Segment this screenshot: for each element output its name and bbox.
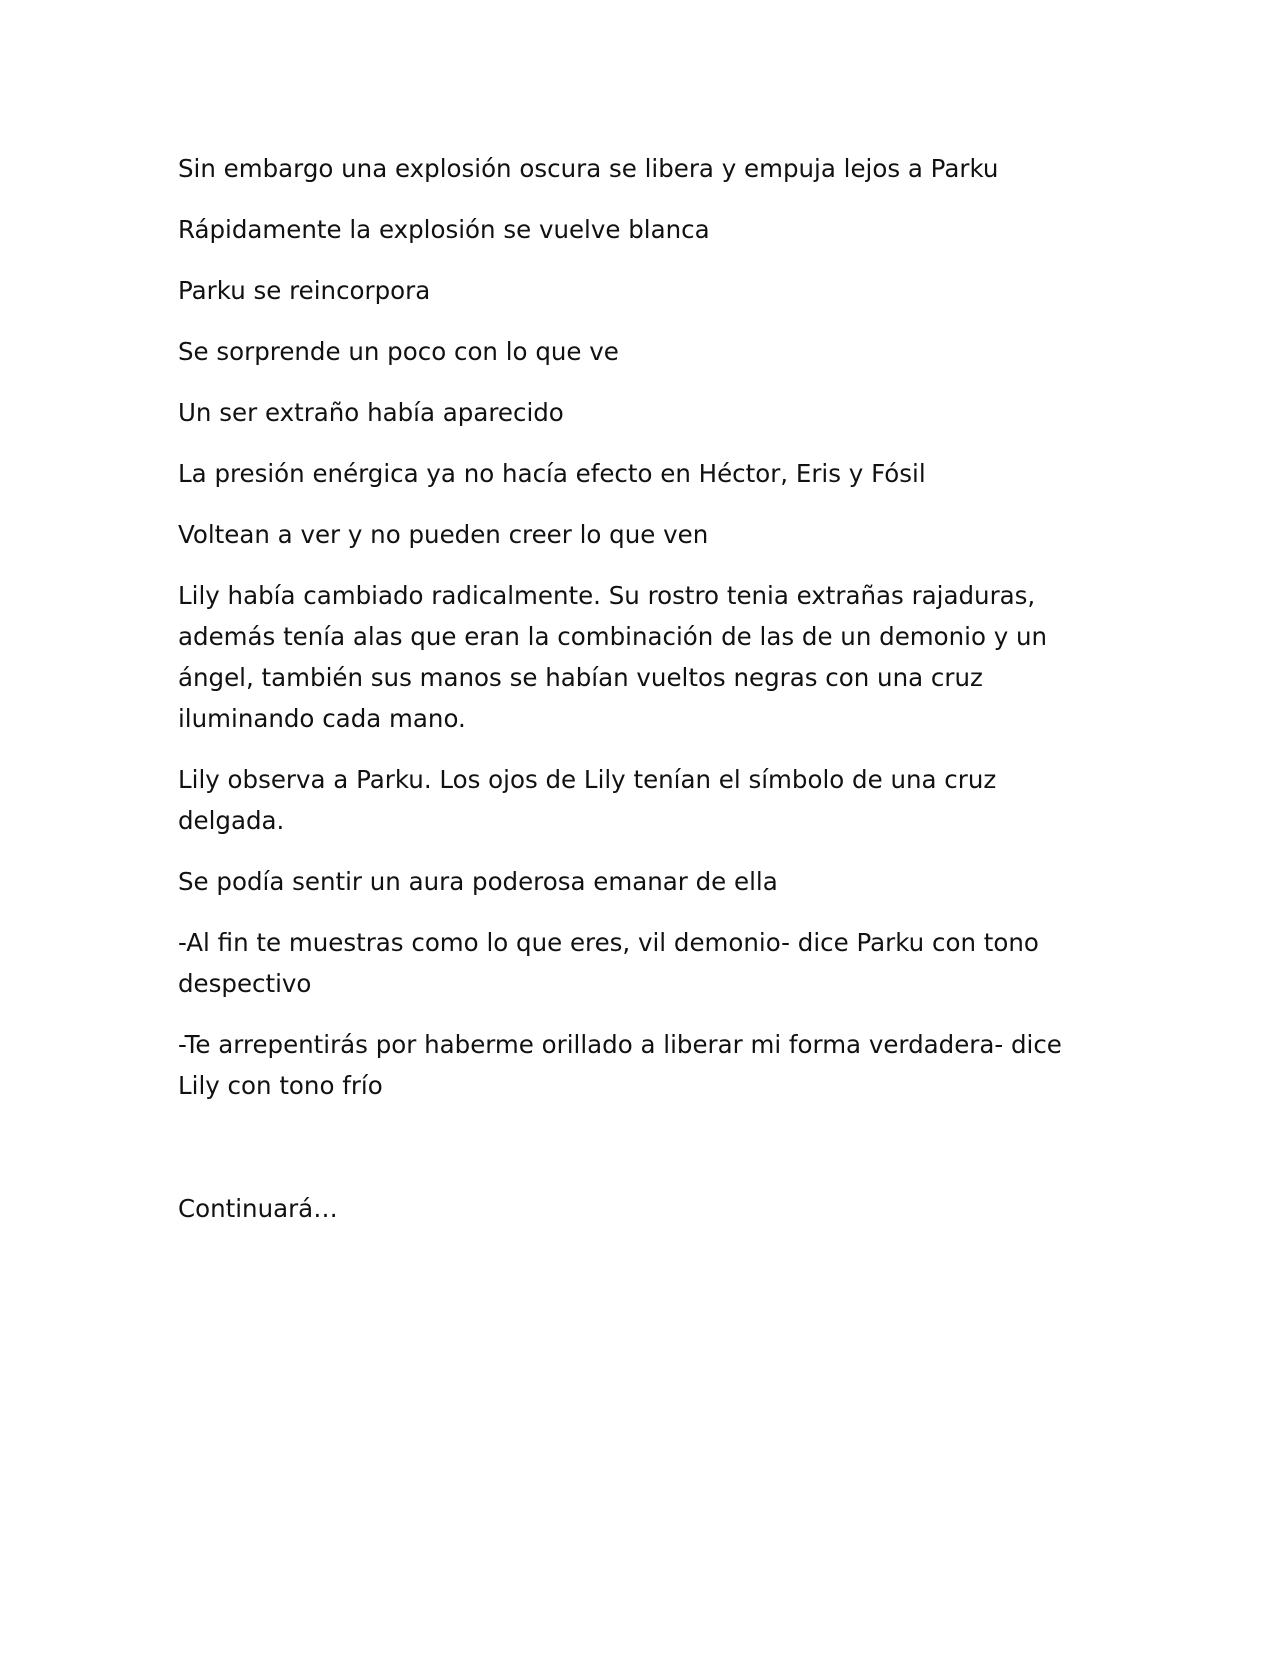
paragraph-11: -Al fin te muestras como lo que eres, vil demonio- dice Parku con tono despectivo [178, 928, 1039, 998]
paragraph-12: -Te arrepentirás por haberme orillado a liberar mi forma verdadera- dice Lily con tono frío [178, 1030, 1062, 1100]
paragraph-6: La presión enérgica ya no hacía efecto en Héctor, Eris y Fósil [178, 459, 926, 488]
paragraph-10: Se podía sentir un aura poderosa emanar de ella [178, 867, 778, 896]
paragraph-1: Sin embargo una explosión oscura se libera y empuja lejos a Parku [178, 154, 999, 183]
document-body [178, 148, 1108, 1249]
paragraph-9: Lily observa a Parku. Los ojos de Lily tenían el símbolo de una cruz delgada. [178, 765, 997, 835]
paragraph-8: Lily había cambiado radicalmente. Su rostro tenia extrañas rajaduras, además tenía alas que eran la combinación de las de un demonio y un ángel, también sus manos se habían vueltos negras con una cruz iluminando cada mano. [178, 581, 1048, 733]
paragraph-3: Parku se reincorpora [178, 276, 431, 305]
paragraph-4: Se sorprende un poco con lo que ve [178, 337, 619, 366]
closing-line: Continuará… [178, 1194, 338, 1223]
paragraph-7: Voltean a ver y no pueden creer lo que ven [178, 520, 709, 549]
paragraph-2: Rápidamente la explosión se vuelve blanca [178, 215, 710, 244]
blank-line [178, 1126, 1108, 1188]
paragraph-5: Un ser extraño había aparecido [178, 398, 564, 427]
